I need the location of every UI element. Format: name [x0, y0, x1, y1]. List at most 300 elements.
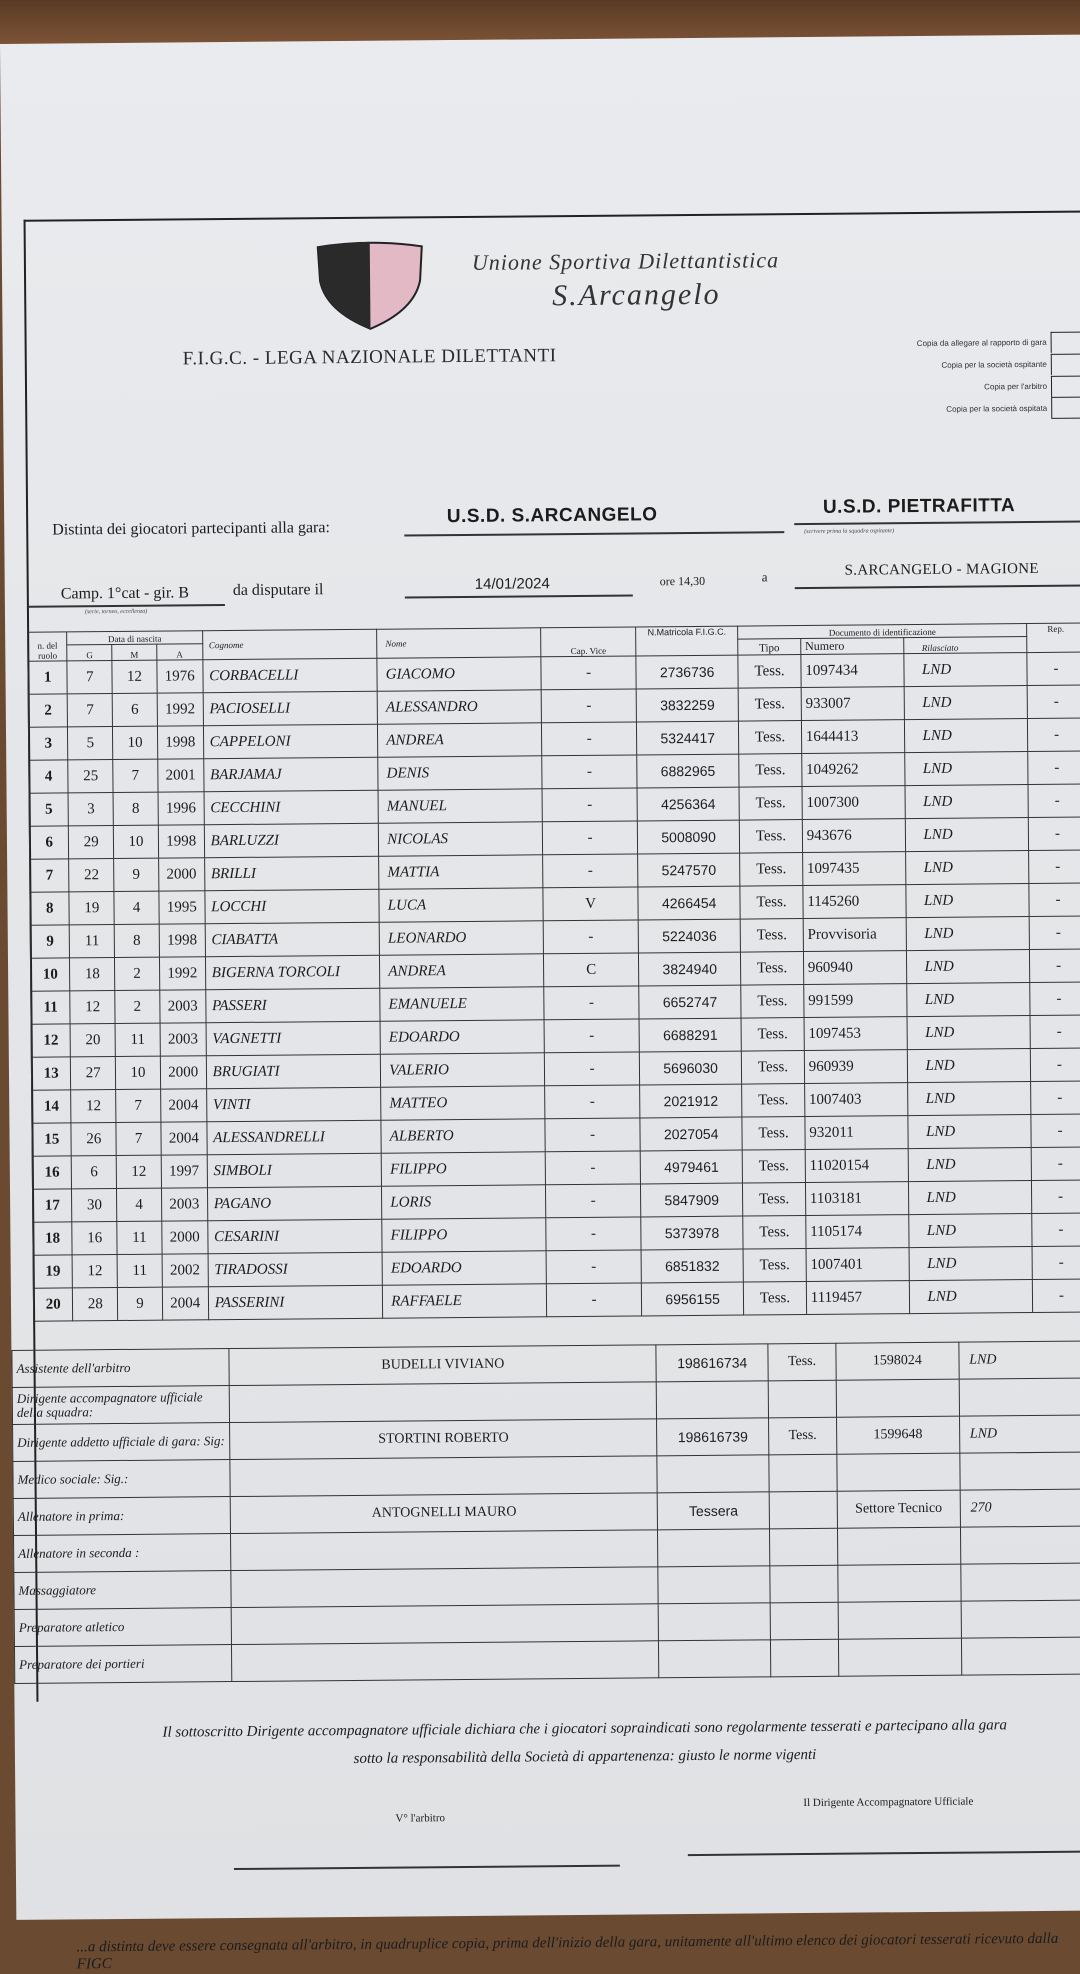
- cell-surname: SIMBOLI: [207, 1153, 382, 1188]
- staff-cell-type: [770, 1602, 838, 1640]
- cell-cap: -: [543, 854, 638, 888]
- cell-a: 1992: [159, 957, 205, 990]
- cell-cap: -: [545, 1118, 640, 1152]
- cell-matricola: 6652747: [639, 985, 742, 1019]
- cell-issued: LND: [907, 1049, 1031, 1083]
- staff-cell-name: STORTINI ROBERTO: [230, 1419, 657, 1460]
- cell-g: 30: [72, 1189, 117, 1222]
- col-name: Nome: [377, 628, 541, 658]
- staff-cell-label: Preparatore atletico: [14, 1608, 232, 1647]
- cell-type: Tess.: [742, 1051, 805, 1085]
- cell-m: 11: [117, 1221, 162, 1254]
- staff-cell-matricola: [659, 1640, 771, 1678]
- cell-name: DENIS: [378, 756, 542, 790]
- cell-name: LORIS: [382, 1185, 546, 1219]
- cell-matricola: 6882965: [637, 754, 740, 788]
- cell-m: 8: [114, 924, 159, 957]
- staff-cell-label: Massaggiatore: [14, 1571, 232, 1610]
- cell-g: 22: [69, 859, 114, 892]
- cell-a: 2000: [162, 1221, 208, 1254]
- cell-cap: -: [543, 920, 638, 954]
- cell-issued: LND: [907, 1016, 1031, 1050]
- cell-number: 991599: [804, 984, 907, 1018]
- cell-n: 7: [30, 859, 70, 892]
- col-day: G: [67, 645, 112, 661]
- cell-type: Tess.: [741, 1018, 804, 1052]
- col-matricola: N.Matricola F.I.G.C.: [636, 626, 739, 656]
- cell-type: Tess.: [740, 919, 803, 953]
- cell-m: 7: [116, 1089, 161, 1122]
- cell-issued: LND: [903, 653, 1027, 687]
- cell-cap: -: [546, 1250, 641, 1284]
- col-birth-date: Data di nascita: [67, 631, 202, 645]
- cell-g: 12: [70, 991, 115, 1024]
- cell-a: 1976: [157, 660, 203, 693]
- cell-rep: -: [1032, 1279, 1080, 1313]
- cell-number: 932011: [805, 1116, 908, 1150]
- cell-name: GIACOMO: [377, 657, 541, 691]
- match-time: ore 14,30: [659, 573, 706, 589]
- cell-rep: -: [1030, 949, 1080, 983]
- cell-rep: -: [1027, 685, 1080, 719]
- cell-n: 19: [33, 1255, 73, 1288]
- cell-name: RAFFAELE: [383, 1284, 547, 1318]
- cell-type: Tess.: [740, 886, 803, 920]
- cell-n: 11: [31, 991, 71, 1024]
- cell-m: 4: [117, 1188, 162, 1221]
- cell-name: FILIPPO: [382, 1218, 546, 1252]
- staff-table: [11, 1341, 1080, 1684]
- cell-matricola: 2027054: [640, 1117, 743, 1151]
- cell-surname: BIGERNA TORCOLI: [205, 955, 380, 990]
- cell-a: 1997: [161, 1155, 207, 1188]
- staff-cell-name: [229, 1382, 656, 1423]
- cell-name: ALBERTO: [381, 1119, 545, 1153]
- cell-a: 1992: [157, 693, 203, 726]
- cell-g: 26: [71, 1123, 116, 1156]
- cell-matricola: 6956155: [641, 1282, 744, 1316]
- cell-number: 933007: [801, 687, 904, 721]
- staff-cell-issued: LND: [959, 1341, 1080, 1379]
- staff-cell-number: [837, 1453, 960, 1491]
- col-issued: Rilasciato: [903, 637, 1027, 654]
- col-captain: Cap. Vice: [541, 627, 636, 657]
- cell-name: ANDREA: [378, 723, 542, 757]
- staff-cell-issued: [959, 1378, 1080, 1416]
- cell-surname: PACIOSELLI: [203, 691, 378, 726]
- cell-issued: LND: [909, 1280, 1033, 1314]
- cell-n: 1: [28, 661, 68, 694]
- staff-cell-number: [836, 1379, 959, 1417]
- cell-name: LUCA: [379, 888, 543, 922]
- cell-issued: LND: [906, 983, 1030, 1017]
- staff-cell-issued: [961, 1563, 1080, 1601]
- cell-rep: -: [1030, 1015, 1080, 1049]
- cell-rep: -: [1032, 1180, 1080, 1214]
- staff-cell-number: 1599648: [836, 1416, 959, 1454]
- cell-n: 4: [29, 760, 69, 793]
- cell-surname: VAGNETTI: [206, 1021, 381, 1056]
- staff-cell-issued: [960, 1452, 1080, 1490]
- cell-cap: -: [542, 722, 637, 756]
- cell-number: 1097435: [802, 852, 905, 886]
- staff-rows: [12, 1341, 1080, 1683]
- cell-n: 20: [33, 1288, 73, 1321]
- cell-issued: LND: [907, 1115, 1031, 1149]
- cell-type: Tess.: [741, 985, 804, 1019]
- staff-cell-type: [769, 1491, 837, 1529]
- cell-rep: -: [1029, 916, 1080, 950]
- staff-cell-number: Settore Tecnico: [837, 1490, 960, 1528]
- cell-matricola: 5847909: [640, 1183, 743, 1217]
- cell-name: EDOARDO: [382, 1251, 546, 1285]
- cell-matricola: 5696030: [639, 1051, 742, 1085]
- match-venue: S.ARCANGELO - MAGIONE: [844, 560, 1039, 579]
- cell-g: 18: [70, 958, 115, 991]
- cell-g: 27: [71, 1057, 116, 1090]
- cell-surname: BRILLI: [204, 856, 379, 891]
- col-month: M: [112, 644, 157, 660]
- copy-row: Copia per l'arbitro: [763, 374, 1080, 399]
- cell-n: 17: [32, 1189, 72, 1222]
- cell-number: 1145260: [803, 885, 906, 919]
- staff-cell-issued: LND: [959, 1415, 1080, 1453]
- cell-type: Tess.: [743, 1249, 806, 1283]
- cell-number: 960940: [803, 951, 906, 985]
- cell-cap: -: [541, 656, 636, 690]
- cell-name: VALERIO: [381, 1053, 545, 1087]
- cell-matricola: 5324417: [636, 721, 739, 755]
- cell-surname: PASSERINI: [208, 1285, 383, 1320]
- col-surname: Cognome: [202, 629, 377, 660]
- staff-cell-matricola: [656, 1381, 768, 1419]
- staff-cell-type: [771, 1639, 839, 1677]
- cell-number: 943676: [802, 819, 905, 853]
- cell-cap: -: [541, 689, 636, 723]
- cell-type: Tess.: [742, 1117, 805, 1151]
- cell-a: 2003: [161, 1188, 207, 1221]
- cell-cap: -: [544, 1052, 639, 1086]
- cell-g: 6: [72, 1156, 117, 1189]
- staff-cell-issued: [961, 1637, 1080, 1675]
- cell-n: 9: [30, 925, 70, 958]
- cell-a: 2001: [158, 759, 204, 792]
- cell-m: 6: [112, 693, 157, 726]
- match-date: 14/01/2024: [474, 575, 550, 593]
- cell-g: 25: [68, 760, 113, 793]
- cell-name: ANDREA: [380, 954, 544, 988]
- declaration: [55, 1710, 1080, 1775]
- staff-cell-type: [768, 1380, 836, 1418]
- staff-cell-matricola: Tessera: [657, 1492, 769, 1530]
- cell-n: 12: [31, 1024, 71, 1057]
- cell-g: 19: [69, 892, 114, 925]
- cell-type: Tess.: [739, 787, 802, 821]
- cell-g: 3: [68, 793, 113, 826]
- cell-surname: CECCHINI: [204, 790, 379, 825]
- cell-surname: ALESSANDRELLI: [207, 1120, 382, 1155]
- cell-matricola: 5373978: [641, 1216, 744, 1250]
- cell-cap: -: [544, 986, 639, 1020]
- cell-g: 29: [69, 826, 114, 859]
- cell-rep: -: [1028, 817, 1080, 851]
- cell-type: Tess.: [742, 1084, 805, 1118]
- cell-g: 7: [68, 694, 113, 727]
- cell-type: Tess.: [742, 1150, 805, 1184]
- teams-note: (scrivere prima la squadra ospitante): [804, 528, 895, 535]
- distinta-label: Distinta dei giocatori partecipanti alla gara:: [52, 519, 330, 539]
- cell-cap: -: [545, 1151, 640, 1185]
- cell-m: 2: [115, 957, 160, 990]
- cell-cap: -: [542, 755, 637, 789]
- cell-cap: -: [545, 1085, 640, 1119]
- cell-number: 1644413: [801, 720, 904, 754]
- cell-type: Tess.: [738, 655, 801, 689]
- cell-cap: -: [546, 1283, 641, 1317]
- cell-n: 2: [28, 694, 68, 727]
- cell-number: Provvisoria: [803, 918, 906, 952]
- player-rows: [28, 652, 1080, 1321]
- cell-name: LEONARDO: [379, 921, 543, 955]
- cell-issued: LND: [908, 1214, 1032, 1248]
- cell-rep: -: [1031, 1114, 1080, 1148]
- club-shield-logo: [314, 240, 427, 331]
- copy-checkbox[interactable]: [1051, 353, 1080, 374]
- cell-n: 6: [29, 826, 69, 859]
- cell-surname: TIRADOSSI: [208, 1252, 383, 1287]
- staff-cell-number: [837, 1527, 960, 1565]
- cell-type: Tess.: [740, 853, 803, 887]
- cell-rep: -: [1029, 850, 1080, 884]
- cell-number: 1007300: [802, 786, 905, 820]
- cell-surname: PAGANO: [207, 1186, 382, 1221]
- cell-name: ALESSANDRO: [377, 690, 541, 724]
- cell-matricola: 5247570: [638, 853, 741, 887]
- cell-matricola: 2736736: [636, 655, 739, 689]
- col-document: Documento di identificazione: [738, 624, 1027, 640]
- cell-m: 10: [113, 825, 158, 858]
- col-type: Tipo: [738, 639, 801, 656]
- staff-cell-label: Preparatore dei portieri: [14, 1645, 232, 1684]
- cell-issued: LND: [904, 719, 1028, 753]
- cell-a: 2004: [162, 1287, 208, 1320]
- cell-n: 14: [32, 1090, 72, 1123]
- cell-a: 2000: [158, 858, 204, 891]
- cell-matricola: 6688291: [639, 1018, 742, 1052]
- cell-a: 2003: [160, 1023, 206, 1056]
- copy-checkbox[interactable]: [1051, 331, 1080, 352]
- cell-g: 5: [68, 727, 113, 760]
- cell-cap: -: [546, 1184, 641, 1218]
- cell-m: 11: [115, 1023, 160, 1056]
- cell-rep: -: [1028, 718, 1080, 752]
- cell-rep: -: [1027, 652, 1080, 686]
- cell-type: Tess.: [739, 754, 802, 788]
- staff-cell-type: [769, 1454, 837, 1492]
- staff-cell-label: Dirigente addetto ufficiale di gara: Sig:: [13, 1423, 231, 1462]
- cell-a: 2003: [160, 990, 206, 1023]
- cell-issued: LND: [905, 818, 1029, 852]
- cell-name: MATTEO: [381, 1086, 545, 1120]
- cell-a: 1996: [158, 792, 204, 825]
- staff-cell-type: [770, 1528, 838, 1566]
- cell-n: 10: [30, 958, 70, 991]
- cell-issued: LND: [908, 1181, 1032, 1215]
- footer-note: ...a distinta deve essere consegnata all'arbitro, in quadruplice copia, prima dell'inizio della gara, unitamente all'ultimo elenco dei giocatori tesserati ricevuto dalla FIGC: [76, 1930, 1059, 1973]
- cell-name: FILIPPO: [381, 1152, 545, 1186]
- cell-name: MATTIA: [379, 855, 543, 889]
- cell-a: 1998: [159, 924, 205, 957]
- cell-number: 1097434: [801, 654, 904, 688]
- cell-surname: VINTI: [206, 1087, 381, 1122]
- cell-m: 12: [112, 660, 157, 693]
- cell-number: 11020154: [805, 1149, 908, 1183]
- copy-row: Copia per la società ospitante: [763, 352, 1080, 377]
- copy-checkbox[interactable]: [1051, 396, 1080, 418]
- cell-surname: CESARINI: [207, 1219, 382, 1254]
- copies-checklist: [763, 330, 1080, 421]
- match-sheet: [0, 35, 1080, 1973]
- at-label: a: [761, 569, 768, 585]
- cell-rep: -: [1028, 751, 1080, 785]
- cell-surname: CORBACELLI: [203, 658, 378, 693]
- staff-cell-number: [838, 1638, 961, 1676]
- players-table: [27, 623, 1080, 1322]
- cell-type: Tess.: [740, 820, 803, 854]
- cell-matricola: 2021912: [640, 1084, 743, 1118]
- cell-n: 13: [31, 1057, 71, 1090]
- cell-g: 28: [73, 1288, 118, 1321]
- staff-cell-name: ANTOGNELLI MAURO: [230, 1493, 657, 1534]
- cell-rep: -: [1031, 1147, 1080, 1181]
- cell-a: 1998: [157, 726, 203, 759]
- federation-title: F.I.G.C. - LEGA NAZIONALE DILETTANTI: [182, 345, 557, 370]
- col-year: A: [157, 644, 203, 660]
- staff-cell-number: [838, 1601, 961, 1639]
- cell-cap: -: [546, 1217, 641, 1251]
- staff-cell-issued: 270: [960, 1489, 1080, 1527]
- cell-surname: CAPPELONI: [203, 724, 378, 759]
- cell-issued: LND: [905, 884, 1029, 918]
- staff-cell-matricola: 198616739: [657, 1418, 769, 1456]
- copy-row: Copia da allegare al rapporto di gara: [763, 330, 1080, 355]
- championship: Camp. 1°cat - gir. B: [60, 584, 190, 603]
- staff-cell-label: Assistente dell'arbitro: [12, 1349, 230, 1388]
- cell-m: 11: [117, 1254, 162, 1287]
- cell-n: 8: [30, 892, 70, 925]
- staff-cell-name: [231, 1530, 658, 1571]
- cell-g: 7: [67, 661, 112, 694]
- cell-name: EDOARDO: [380, 1020, 544, 1054]
- col-rep: Rep.: [1027, 623, 1080, 653]
- cell-number: 1105174: [806, 1215, 909, 1249]
- cell-g: 20: [70, 1024, 115, 1057]
- cell-matricola: 3824940: [638, 952, 741, 986]
- cell-surname: PASSERI: [205, 988, 380, 1023]
- cell-n: 15: [32, 1123, 72, 1156]
- cell-g: 11: [70, 925, 115, 958]
- cell-m: 7: [113, 759, 158, 792]
- cell-rep: -: [1031, 1081, 1080, 1115]
- copy-checkbox[interactable]: [1051, 375, 1080, 396]
- cell-number: 1119457: [806, 1281, 909, 1315]
- cell-number: 1097453: [804, 1017, 907, 1051]
- cell-issued: LND: [906, 950, 1030, 984]
- staff-cell-name: BUDELLI VIVIANO: [229, 1345, 656, 1386]
- cell-matricola: 4979461: [640, 1150, 743, 1184]
- cell-issued: LND: [908, 1148, 1032, 1182]
- staff-cell-matricola: [658, 1566, 770, 1604]
- cell-m: 10: [113, 726, 158, 759]
- cell-type: Tess.: [739, 721, 802, 755]
- cell-issued: LND: [904, 752, 1028, 786]
- col-number: Numero: [801, 638, 904, 655]
- cell-issued: LND: [907, 1082, 1031, 1116]
- cell-surname: BRUGIATI: [206, 1054, 381, 1089]
- play-label: da disputare il: [232, 581, 324, 599]
- staff-cell-issued: [961, 1600, 1080, 1638]
- cell-number: 1007401: [806, 1248, 909, 1282]
- cell-matricola: 4256364: [637, 787, 740, 821]
- cell-type: Tess.: [743, 1216, 806, 1250]
- cell-surname: BARLUZZI: [204, 823, 379, 858]
- cell-number: 1103181: [805, 1182, 908, 1216]
- cell-n: 5: [29, 793, 69, 826]
- staff-cell-type: Tess.: [768, 1343, 836, 1381]
- cell-type: Tess.: [741, 952, 804, 986]
- cell-m: 9: [114, 858, 159, 891]
- cell-type: Tess.: [743, 1183, 806, 1217]
- cell-type: Tess.: [738, 688, 801, 722]
- cell-surname: LOCCHI: [205, 889, 380, 924]
- copy-row: Copia per la società ospitata: [763, 396, 1080, 421]
- cell-matricola: 5224036: [638, 919, 741, 953]
- referee-signature-line[interactable]: [234, 1865, 620, 1870]
- cell-name: EMANUELE: [380, 987, 544, 1021]
- cell-rep: -: [1029, 883, 1080, 917]
- cell-surname: CIABATTA: [205, 922, 380, 957]
- cell-matricola: 3832259: [636, 688, 739, 722]
- staff-cell-name: [232, 1641, 659, 1682]
- staff-cell-matricola: [657, 1455, 769, 1493]
- cell-cap: -: [544, 1019, 639, 1053]
- cell-number: 1049262: [802, 753, 905, 787]
- official-signature-line[interactable]: [688, 1850, 1080, 1855]
- cell-a: 2004: [161, 1122, 207, 1155]
- cell-n: 16: [32, 1156, 72, 1189]
- staff-cell-issued: [960, 1526, 1080, 1564]
- cell-m: 10: [115, 1056, 160, 1089]
- cell-a: 1995: [159, 891, 205, 924]
- staff-cell-type: Tess.: [769, 1417, 837, 1455]
- cell-n: 3: [28, 727, 68, 760]
- cell-cap: V: [543, 887, 638, 921]
- staff-cell-type: [770, 1565, 838, 1603]
- staff-cell-number: 1598024: [836, 1342, 959, 1380]
- cell-cap: C: [544, 953, 639, 987]
- cell-name: NICOLAS: [379, 822, 543, 856]
- cell-rep: -: [1030, 982, 1080, 1016]
- staff-cell-label: Dirigente accompagnatore ufficiale della squadra:: [12, 1386, 230, 1425]
- away-team: U.S.D. PIETRAFITTA: [822, 495, 1016, 518]
- cell-m: 12: [116, 1155, 161, 1188]
- cell-issued: LND: [905, 785, 1029, 819]
- staff-cell-label: Allenatore in prima:: [13, 1497, 231, 1536]
- col-role-no: n. del ruolo: [28, 632, 68, 661]
- cell-m: 9: [117, 1287, 162, 1320]
- cell-rep: -: [1028, 784, 1080, 818]
- cell-a: 2000: [160, 1056, 206, 1089]
